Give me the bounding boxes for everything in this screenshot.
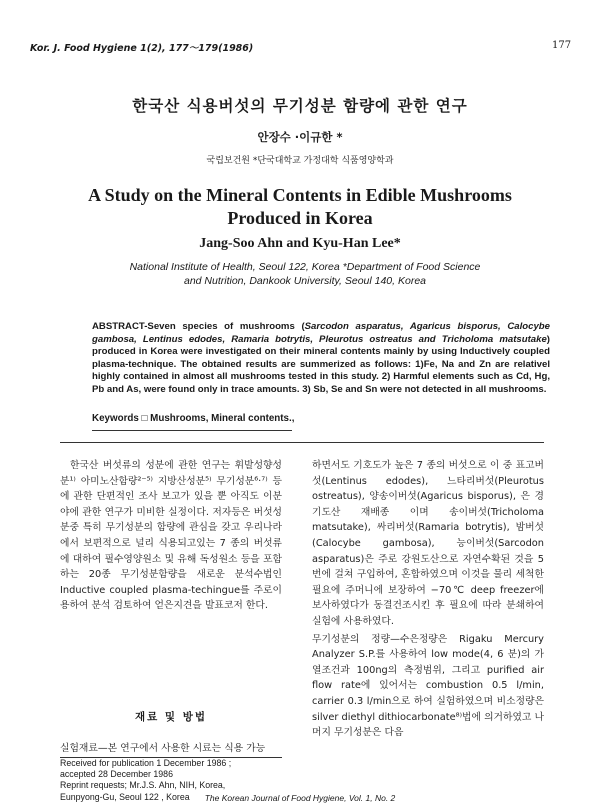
intro-paragraph: 한국산 버섯류의 성분에 관한 연구는 휘발성향성분¹⁾ 아미노산함량²⁻⁵⁾ 지방산성분⁵⁾ 무기성분⁶·⁷⁾ 등에 관한 단편적인 조사 보고가 있을 뿐 아직도 이분야에 관한 연구가 미비한 실정이다. 저자등은 버섯성분중 특히 무기성분의 함량에 관심을 갖고 우리나라에서 보편적으로 널리 식용되고있는 7 종의 버섯류에 대하여 필수영양원소 및 유해 독성원소 등을 포함하는 20종 무기성분함량을 새로운 분석수법인 Inductive coupled plasma-techingue를 주로이용하여 분석 검토하여 얻은지견을 발표코저 한다. <box>60 460 282 612</box>
footnote-line2: accepted 28 December 1986 <box>60 769 173 780</box>
korean-title: 한국산 식용버섯의 무기성분 함량에 관한 연구 <box>132 97 468 115</box>
english-title: A Study on the Mineral Contents in Edible Mushrooms Produced in Korea <box>88 185 512 228</box>
keywords: Keywords □ Mushrooms, Mineral contents., <box>92 413 295 424</box>
abstract-species: Sarcodon asparatus, Agaricus bisporus, Calocybe gambosa, Lentinus edodes, Ramaria botrytis, Pleurotus ostreatus and Tricholoma matsutake <box>92 321 550 345</box>
english-affiliation-line1: National Institute of Health, Seoul 122, Korea *Department of Food Science <box>129 261 481 273</box>
body-right-column <box>312 458 544 741</box>
abstract <box>92 321 550 396</box>
keywords-divider <box>92 430 292 431</box>
page-number: 177 <box>552 40 572 51</box>
footnote-line4: Eunpyong-Gu, Seoul 122 , Korea <box>60 791 190 802</box>
korean-affiliation: 국립보건원 *단국대학교 가정대학 식품영양학과 <box>206 156 394 166</box>
english-affiliation-line2: and Nutrition, Dankook University, Seoul 140, Korea <box>183 275 427 287</box>
english-authors: Jang-Soo Ahn and Kyu-Han Lee* <box>199 236 401 251</box>
english-affiliation <box>60 260 550 288</box>
abstract-part1: ABSTRACT-Seven species of mushrooms ( <box>92 321 305 332</box>
body-divider <box>60 442 544 443</box>
footnote-line1: Received for publication 1 December 1986 ; <box>60 758 232 768</box>
abstract-part2: ) produced in Korea were investigated on their mineral contents mainly by using Inductively coupled plasma-technique. The obtained results are summerized as follows: 1)Fe, Na and Zn are relativel highly contained in almost all mushrooms tested in this study. 2) Harmful elements such as Cd, Hg, Pb and As, were found only in trace amounts. 3) Sb, Se and Sn were not detected in all mushrooms. <box>92 333 550 395</box>
journal-reference: Kor. J. Food Hygiene 1(2), 177～179(1986) <box>30 43 254 54</box>
korean-authors: 안장수 ·이규한 * <box>257 130 343 144</box>
body-left-column <box>60 458 282 614</box>
footnote-line3: Reprint requests; Mr.J.S. Ahn, NIH, Korea, <box>60 780 226 791</box>
materials-paragraph: 실험재료—본 연구에서 사용한 시료는 식용 가능 <box>60 743 266 754</box>
journal-footer: The Korean Journal of Food Hygiene, Vol. 1, No. 2 <box>204 793 396 803</box>
materials-paragraph-continued: 하면서도 기호도가 높은 7 종의 버섯으로 이 중 표고버섯(Lentinus edodes), 느타리버섯(Pleurotus ostreatus), 양송이버섯(Agaricus bisporus), 은 경기도산 재배종 이며 송이버섯(Tricholoma matsutake), 싸리버섯(Ramaria botrytis), 밤버섯(Calocybe gambosa), 능이버섯(Sarcodon asparatus)은 주로 강원도산으로 자연수확된 것을 5 번에 걸쳐 구입하여, 혼합하였으며 이것을 물리 세척한 필요에 주머니에 보장하여 −70℃ deep freezer에 보사하였다가 동결건조시킨 후 필요에 따라 분쇄하여 실험에 사용하였다. <box>312 460 544 627</box>
mineral-analysis-paragraph: 무기성분의 정량—수은정량은 Rigaku Mercury Analyzer S.P.를 사용하여 low mode(4, 6 분)의 가열조건과 100ng의 측정범위, 그리고 purified air flow rate에 있어서는 combustion 0.5 l/min, carrier 0.3 l/min으로 하여 실험하였으며 비소정량은 silver diethyl dithiocarbonate⁸⁾법에 의거하였고 나머지 무기성분은 다음 <box>312 633 544 739</box>
section-heading: 재료 및 방법 <box>134 711 208 723</box>
